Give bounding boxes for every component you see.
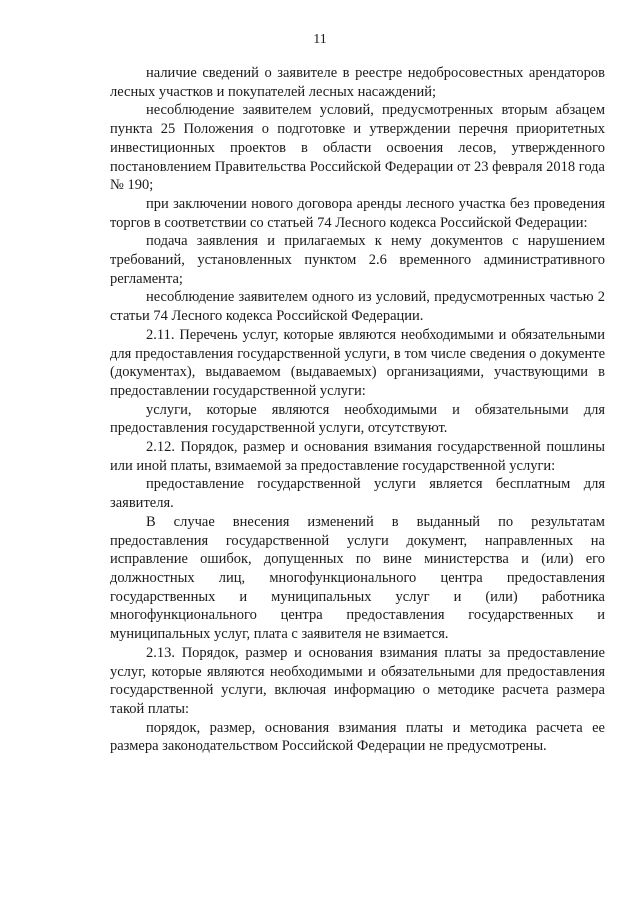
paragraph-fee-not-provided: порядок, размер, основания взимания платы и методика расчета ее размера законодательством Российской Федерации не предусмотрены. [110, 719, 605, 755]
paragraph-noncompliance-article-74: несоблюдение заявителем одного из условий, предусмотренных частью 2 статьи 74 Лесного кодекса Российской Федерации. [110, 289, 605, 325]
page-number: 11 [313, 32, 327, 47]
paragraph-corrections-no-fee: В случае внесения изменений в выданный по результатам предоставления государственной услуги документ, направленных на исправление ошибок, допущенных по вине министерства и (или) его должностных лиц, многофункционального центра предоставления государственных и муниципальных услуг и (или) работника многофункционального центра предоставления государственных и муниципальных услуг, плата с заявителя не взимается. [110, 513, 605, 643]
paragraph-noncompliance-conditions: несоблюдение заявителем условий, предусмотренных вторым абзацем пункта 25 Положения о подготовке и утверждении перечня приоритетных инвестиционных проектов в области освоения лесов, утвержденного постановлением Правительства Российской Федерации от 23 февраля 2018 года № 190; [110, 102, 605, 194]
paragraph-section-2-13: 2.13. Порядок, размер и основания взимания платы за предоставление услуг, которые являются необходимыми и обязательными для предоставления государственной услуги, включая информацию о методике расчета размера такой платы: [110, 644, 605, 717]
paragraph-application-violation: подача заявления и прилагаемых к нему документов с нарушением требований, установленных пунктом 2.6 временного административного регламента; [110, 233, 605, 287]
paragraph-services-absent: услуги, которые являются необходимыми и обязательными для предоставления государственной услуги, отсутствуют. [110, 401, 605, 437]
paragraph-section-2-11: 2.11. Перечень услуг, которые являются необходимыми и обязательными для предоставления государственной услуги, в том числе сведения о документе (документах), выдаваемом (выдаваемых) организациями, участвующими в предоставлении государственной услуги: [110, 326, 605, 399]
paragraph-registry-info: наличие сведений о заявителе в реестре недобросовестных арендаторов лесных участков и покупателей лесных насаждений; [110, 65, 605, 100]
paragraph-free-of-charge: предоставление государственной услуги является бесплатным для заявителя. [110, 476, 605, 512]
paragraph-section-2-12: 2.12. Порядок, размер и основания взимания государственной пошлины или иной платы, взимаемой за предоставление государственной услуги: [110, 439, 605, 474]
paragraph-new-lease-intro: при заключении нового договора аренды лесного участка без проведения торгов в соответствии со статьей 74 Лесного кодекса Российской Федерации: [110, 195, 605, 231]
document-body [110, 64, 605, 756]
